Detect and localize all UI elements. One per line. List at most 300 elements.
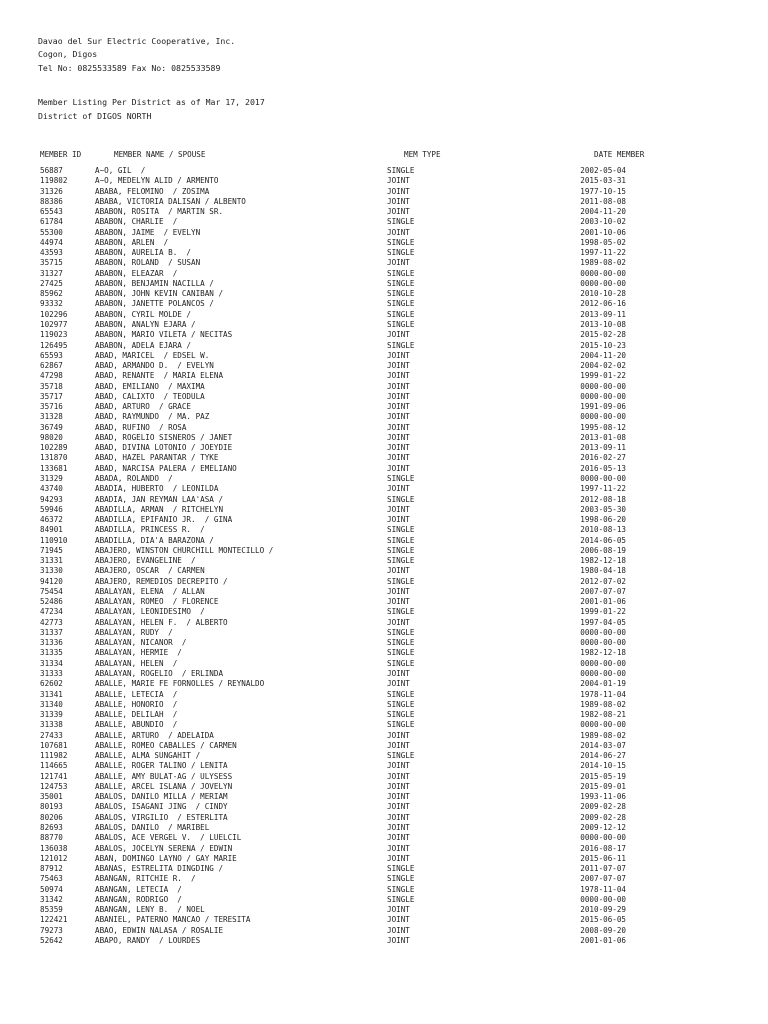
member-name: ABADILLA, ARMAN / RITCHELYN bbox=[95, 504, 224, 514]
member-date: 1977-10-15 bbox=[580, 186, 626, 196]
member-type: SINGLE bbox=[387, 556, 415, 566]
member-type: JOINT bbox=[387, 771, 410, 781]
member-type: SINGLE bbox=[387, 309, 415, 319]
member-name: ABALOS, ISAGANI JING / CINDY bbox=[95, 802, 228, 812]
member-type: SINGLE bbox=[387, 751, 415, 761]
member-date: 1989-08-02 bbox=[580, 699, 626, 709]
table-row bbox=[0, 464, 768, 474]
member-date: 2015-10-23 bbox=[580, 340, 626, 350]
table-row bbox=[0, 577, 768, 587]
member-name: ABALAYAN, ROGELIO / ERLINDA bbox=[95, 669, 224, 679]
member-type: SINGLE bbox=[387, 278, 415, 288]
member-name: ABALAYAN, ELENA / ALLAN bbox=[95, 586, 205, 596]
member-type: JOINT bbox=[387, 453, 410, 463]
member-date: 2001-01-06 bbox=[580, 597, 626, 607]
member-date: 2009-02-28 bbox=[580, 802, 626, 812]
table-row bbox=[0, 741, 768, 751]
member-type: SINGLE bbox=[387, 525, 415, 535]
member-id: 27425 bbox=[40, 278, 63, 288]
table-row bbox=[0, 484, 768, 494]
table-row bbox=[0, 474, 768, 484]
member-id: 124753 bbox=[40, 781, 68, 791]
member-type: JOINT bbox=[387, 730, 410, 740]
member-id: 31340 bbox=[40, 699, 63, 709]
member-date: 0000-00-00 bbox=[580, 278, 626, 288]
member-name: ABAD, RUFINO / ROSA bbox=[95, 422, 187, 432]
member-name: ABALAYAN, ROMEO / FLORENCE bbox=[95, 597, 219, 607]
member-date: 2015-06-11 bbox=[580, 853, 626, 863]
member-date: 0000-00-00 bbox=[580, 627, 626, 637]
member-type: JOINT bbox=[387, 330, 410, 340]
member-id: 65543 bbox=[40, 207, 63, 217]
member-id: 94293 bbox=[40, 494, 63, 504]
member-type: SINGLE bbox=[387, 864, 415, 874]
member-id: 65593 bbox=[40, 350, 63, 360]
member-type: JOINT bbox=[387, 484, 410, 494]
member-type: JOINT bbox=[387, 566, 410, 576]
member-date: 2001-10-06 bbox=[580, 227, 626, 237]
member-id: 102296 bbox=[40, 309, 68, 319]
member-date: 2010-09-29 bbox=[580, 905, 626, 915]
member-name: ABAD, NARCISA PALERA / EMELIANO bbox=[95, 463, 237, 473]
member-date: 1999-01-22 bbox=[580, 371, 626, 381]
member-name: ABAD, ARTURO / GRACE bbox=[95, 402, 192, 412]
member-name: ABALOS, VIRGILIO / ESTERLITA bbox=[95, 812, 228, 822]
table-row bbox=[0, 269, 768, 279]
member-type: SINGLE bbox=[387, 720, 415, 730]
member-date: 2011-08-08 bbox=[580, 196, 626, 206]
member-date: 2016-08-17 bbox=[580, 843, 626, 853]
member-name: ABABON, ARLEN / bbox=[95, 237, 169, 247]
member-type: SINGLE bbox=[387, 627, 415, 637]
member-name: ABAD, RAYMUNDO / MA. PAZ bbox=[95, 412, 210, 422]
table-row bbox=[0, 433, 768, 443]
member-name: ABABON, JAIME / EVELYN bbox=[95, 227, 201, 237]
member-id: 55300 bbox=[40, 227, 63, 237]
member-type: JOINT bbox=[387, 186, 410, 196]
member-date: 0000-00-00 bbox=[580, 658, 626, 668]
table-row bbox=[0, 310, 768, 320]
table-row bbox=[0, 905, 768, 915]
member-date: 1982-12-18 bbox=[580, 648, 626, 658]
member-name: ABABON, MARIO VILETA / NECITAS bbox=[95, 330, 233, 340]
member-name: ABALLE, ROMEO CABALLES / CARMEN bbox=[95, 740, 237, 750]
member-type: SINGLE bbox=[387, 473, 415, 483]
member-id: 35718 bbox=[40, 381, 63, 391]
member-date: 2010-08-13 bbox=[580, 525, 626, 535]
table-row bbox=[0, 515, 768, 525]
member-name: ABAD, DIVINA LOTONIO / JOEYDIE bbox=[95, 443, 233, 453]
member-type: SINGLE bbox=[387, 289, 415, 299]
member-name: ABAD, CALIXTO / TEODULA bbox=[95, 391, 205, 401]
member-type: JOINT bbox=[387, 823, 410, 832]
member-date: 2012-06-16 bbox=[580, 299, 626, 309]
member-date: 2012-08-18 bbox=[580, 494, 626, 504]
member-date: 2003-10-02 bbox=[580, 217, 626, 227]
table-row bbox=[0, 864, 768, 874]
column-header-mem-type: MEM TYPE bbox=[404, 150, 441, 159]
member-id: 52486 bbox=[40, 597, 63, 607]
member-type: JOINT bbox=[387, 361, 410, 371]
member-name: ABALAYAN, NICANOR / bbox=[95, 638, 187, 648]
table-row bbox=[0, 412, 768, 422]
table-row bbox=[0, 238, 768, 248]
member-date: 1978-11-04 bbox=[580, 689, 626, 699]
member-id: 43740 bbox=[40, 484, 63, 494]
member-id: 75454 bbox=[40, 586, 63, 596]
member-name: ABADILLA, EPIFANIO JR. / GINA bbox=[95, 515, 233, 525]
member-id: 119023 bbox=[40, 330, 68, 340]
member-name: ABALOS, DANILO / MARIBEL bbox=[95, 823, 210, 832]
member-id: 50974 bbox=[40, 884, 63, 894]
member-date: 0000-00-00 bbox=[580, 381, 626, 391]
member-id: 71945 bbox=[40, 545, 63, 555]
table-row bbox=[0, 628, 768, 638]
member-id: 35716 bbox=[40, 402, 63, 412]
table-row bbox=[0, 587, 768, 597]
table-row bbox=[0, 813, 768, 823]
member-name: ABABON, ADELA EJARA / bbox=[95, 340, 192, 350]
member-id: 31329 bbox=[40, 473, 63, 483]
member-name: ABALLE, AMY BULAT-AG / ULYSESS bbox=[95, 771, 233, 781]
table-row bbox=[0, 772, 768, 782]
table-row bbox=[0, 207, 768, 217]
member-type: JOINT bbox=[387, 925, 410, 935]
report-title: Member Listing Per District as of Mar 17, 2017 bbox=[38, 97, 265, 107]
member-name: A~O, MEDELYN ALID / ARMENTO bbox=[95, 176, 219, 186]
member-name: ABALAYAN, LEONIDESIMO / bbox=[95, 607, 205, 617]
member-type: SINGLE bbox=[387, 607, 415, 617]
member-date: 2015-03-31 bbox=[580, 176, 626, 186]
member-date: 2015-09-01 bbox=[580, 781, 626, 791]
member-id: 27433 bbox=[40, 730, 63, 740]
table-row bbox=[0, 844, 768, 854]
member-type: JOINT bbox=[387, 391, 410, 401]
member-date: 1989-08-02 bbox=[580, 258, 626, 268]
member-id: 80193 bbox=[40, 802, 63, 812]
member-type: SINGLE bbox=[387, 299, 415, 309]
member-name: ABANGAN, LETECIA / bbox=[95, 884, 182, 894]
table-row bbox=[0, 166, 768, 176]
member-name: ABABON, AURELIA B. / bbox=[95, 248, 192, 258]
member-date: 2015-02-28 bbox=[580, 330, 626, 340]
member-name: ABALOS, ACE VERGEL V. / LUELCIL bbox=[95, 833, 242, 843]
member-type: JOINT bbox=[387, 443, 410, 453]
member-name: ABAJERO, WINSTON CHURCHILL MONTECILLO / bbox=[95, 545, 274, 555]
member-type: JOINT bbox=[387, 679, 410, 689]
member-id: 31327 bbox=[40, 268, 63, 278]
member-id: 88386 bbox=[40, 196, 63, 206]
table-row bbox=[0, 505, 768, 515]
member-type: JOINT bbox=[387, 586, 410, 596]
member-type: JOINT bbox=[387, 843, 410, 853]
table-row bbox=[0, 874, 768, 884]
table-row bbox=[0, 176, 768, 186]
table-row bbox=[0, 731, 768, 741]
table-row bbox=[0, 197, 768, 207]
member-id: 35715 bbox=[40, 258, 63, 268]
member-date: 2014-10-15 bbox=[580, 761, 626, 771]
member-date: 1998-06-20 bbox=[580, 515, 626, 525]
member-name: ABADIA, HUBERTO / LEONILDA bbox=[95, 484, 219, 494]
member-name: ABADIA, JAN REYMAN LAA'ASA / bbox=[95, 494, 224, 504]
member-name: ABABON, ROLAND / SUSAN bbox=[95, 258, 201, 268]
table-row bbox=[0, 382, 768, 392]
member-type: SINGLE bbox=[387, 217, 415, 227]
member-name: ABAD, HAZEL PARANTAR / TYKE bbox=[95, 453, 219, 463]
member-date: 2016-02-27 bbox=[580, 453, 626, 463]
member-type: JOINT bbox=[387, 227, 410, 237]
table-row bbox=[0, 915, 768, 925]
table-row bbox=[0, 679, 768, 689]
table-row bbox=[0, 341, 768, 351]
member-name: ABAD, RENANTE / MARIA ELENA bbox=[95, 371, 224, 381]
member-type: SINGLE bbox=[387, 874, 415, 884]
member-type: JOINT bbox=[387, 781, 410, 791]
member-type: SINGLE bbox=[387, 237, 415, 247]
member-id: 102289 bbox=[40, 443, 68, 453]
member-id: 121012 bbox=[40, 853, 68, 863]
member-name: ABAJERO, EVANGELINE / bbox=[95, 556, 196, 566]
member-type: SINGLE bbox=[387, 535, 415, 545]
member-id: 31337 bbox=[40, 627, 63, 637]
member-type: JOINT bbox=[387, 432, 410, 442]
table-row bbox=[0, 279, 768, 289]
member-id: 82693 bbox=[40, 823, 63, 832]
member-date: 0000-00-00 bbox=[580, 638, 626, 648]
member-date: 1999-01-22 bbox=[580, 607, 626, 617]
table-row bbox=[0, 926, 768, 936]
member-name: ABABON, ANALYN EJARA / bbox=[95, 319, 196, 329]
table-row bbox=[0, 761, 768, 771]
member-id: 31339 bbox=[40, 710, 63, 720]
table-row bbox=[0, 546, 768, 556]
member-name: ABAO, EDWIN NALASA / ROSALIE bbox=[95, 925, 224, 935]
member-name: ABADA, ROLANDO / bbox=[95, 473, 173, 483]
member-date: 2002-05-04 bbox=[580, 166, 626, 175]
member-id: 62602 bbox=[40, 679, 63, 689]
table-row bbox=[0, 443, 768, 453]
member-type: SINGLE bbox=[387, 699, 415, 709]
table-row bbox=[0, 823, 768, 833]
member-type: SINGLE bbox=[387, 340, 415, 350]
member-name: ABANGAN, LENY B. / NOEL bbox=[95, 905, 205, 915]
member-id: 121741 bbox=[40, 771, 68, 781]
member-date: 1993-11-06 bbox=[580, 792, 626, 802]
member-type: JOINT bbox=[387, 812, 410, 822]
table-row bbox=[0, 607, 768, 617]
member-date: 2007-07-07 bbox=[580, 874, 626, 884]
member-date: 2008-09-20 bbox=[580, 925, 626, 935]
member-date: 2009-12-12 bbox=[580, 823, 626, 832]
member-id: 31328 bbox=[40, 412, 63, 422]
member-id: 136038 bbox=[40, 843, 68, 853]
member-id: 31341 bbox=[40, 689, 63, 699]
member-date: 2015-06-05 bbox=[580, 915, 626, 925]
member-date: 2013-10-08 bbox=[580, 319, 626, 329]
member-date: 1978-11-04 bbox=[580, 884, 626, 894]
table-row bbox=[0, 299, 768, 309]
column-header-member-name: MEMBER NAME / SPOUSE bbox=[114, 150, 206, 159]
member-type: JOINT bbox=[387, 597, 410, 607]
member-type: SINGLE bbox=[387, 710, 415, 720]
member-name: ABALLE, ARCEL ISLANA / JOVELYN bbox=[95, 781, 233, 791]
table-row bbox=[0, 895, 768, 905]
table-row bbox=[0, 453, 768, 463]
member-date: 2004-02-02 bbox=[580, 361, 626, 371]
member-date: 2014-06-27 bbox=[580, 751, 626, 761]
member-type: JOINT bbox=[387, 196, 410, 206]
table-row bbox=[0, 392, 768, 402]
table-row bbox=[0, 833, 768, 843]
member-name: ABALLE, LETECIA / bbox=[95, 689, 178, 699]
table-row bbox=[0, 217, 768, 227]
table-row bbox=[0, 690, 768, 700]
member-id: 31335 bbox=[40, 648, 63, 658]
table-row bbox=[0, 936, 768, 946]
member-date: 2013-09-11 bbox=[580, 443, 626, 453]
member-type: SINGLE bbox=[387, 884, 415, 894]
member-name: ABABON, JANETTE POLANCOS / bbox=[95, 299, 214, 309]
table-row bbox=[0, 495, 768, 505]
table-row bbox=[0, 854, 768, 864]
member-id: 31326 bbox=[40, 186, 63, 196]
member-id: 62867 bbox=[40, 361, 63, 371]
member-id: 79273 bbox=[40, 925, 63, 935]
table-row bbox=[0, 330, 768, 340]
member-type: JOINT bbox=[387, 617, 410, 627]
member-date: 2015-05-19 bbox=[580, 771, 626, 781]
member-type: SINGLE bbox=[387, 319, 415, 329]
member-id: 131870 bbox=[40, 453, 68, 463]
member-type: SINGLE bbox=[387, 248, 415, 258]
member-name: ABALLE, ROGER TALINO / LENITA bbox=[95, 761, 228, 771]
member-date: 0000-00-00 bbox=[580, 412, 626, 422]
member-type: JOINT bbox=[387, 412, 410, 422]
member-type: JOINT bbox=[387, 402, 410, 412]
member-id: 119802 bbox=[40, 176, 68, 186]
member-id: 31338 bbox=[40, 720, 63, 730]
member-name: ABANGAN, RITCHIE R. / bbox=[95, 874, 196, 884]
member-type: JOINT bbox=[387, 761, 410, 771]
member-date: 2012-07-02 bbox=[580, 576, 626, 586]
member-name: ABAD, ROGELIO SISNEROS / JANET bbox=[95, 432, 233, 442]
member-date: 2006-08-19 bbox=[580, 545, 626, 555]
member-type: SINGLE bbox=[387, 658, 415, 668]
member-date: 1982-08-21 bbox=[580, 710, 626, 720]
member-date: 1995-08-12 bbox=[580, 422, 626, 432]
member-id: 31331 bbox=[40, 556, 63, 566]
member-date: 1997-11-22 bbox=[580, 248, 626, 258]
member-type: SINGLE bbox=[387, 576, 415, 586]
table-row bbox=[0, 597, 768, 607]
member-id: 107681 bbox=[40, 740, 68, 750]
member-type: JOINT bbox=[387, 176, 410, 186]
table-row bbox=[0, 525, 768, 535]
member-id: 85359 bbox=[40, 905, 63, 915]
member-name: ABANAS, ESTRELITA DINGDING / bbox=[95, 864, 224, 874]
member-name: ABALAYAN, HELEN F. / ALBERTO bbox=[95, 617, 228, 627]
member-id: 43593 bbox=[40, 248, 63, 258]
member-id: 98020 bbox=[40, 432, 63, 442]
member-name: ABABON, JOHN KEVIN CANIBAN / bbox=[95, 289, 224, 299]
member-type: SINGLE bbox=[387, 648, 415, 658]
company-contact: Tel No: 0825533589 Fax No: 0825533589 bbox=[38, 63, 221, 73]
member-type: JOINT bbox=[387, 915, 410, 925]
member-date: 2013-01-08 bbox=[580, 432, 626, 442]
member-id: 80206 bbox=[40, 812, 63, 822]
member-date: 0000-00-00 bbox=[580, 720, 626, 730]
member-name: ABAPO, RANDY / LOURDES bbox=[95, 935, 201, 945]
member-name: ABALAYAN, HELEN / bbox=[95, 658, 178, 668]
company-name: Davao del Sur Electric Cooperative, Inc. bbox=[38, 36, 236, 46]
member-id: 35717 bbox=[40, 391, 63, 401]
member-name: ABABON, ROSITA / MARTIN SR. bbox=[95, 207, 224, 217]
member-id: 94120 bbox=[40, 576, 63, 586]
member-type: JOINT bbox=[387, 371, 410, 381]
member-date: 0000-00-00 bbox=[580, 473, 626, 483]
member-date: 2011-07-07 bbox=[580, 864, 626, 874]
member-id: 31342 bbox=[40, 894, 63, 904]
member-type: JOINT bbox=[387, 853, 410, 863]
member-date: 1991-09-06 bbox=[580, 402, 626, 412]
member-id: 111982 bbox=[40, 751, 68, 761]
member-type: JOINT bbox=[387, 207, 410, 217]
member-type: SINGLE bbox=[387, 268, 415, 278]
member-id: 31336 bbox=[40, 638, 63, 648]
member-id: 42773 bbox=[40, 617, 63, 627]
member-name: ABAD, EMILIANO / MAXIMA bbox=[95, 381, 205, 391]
member-id: 31330 bbox=[40, 566, 63, 576]
member-type: JOINT bbox=[387, 381, 410, 391]
member-type: JOINT bbox=[387, 515, 410, 525]
member-date: 1989-08-02 bbox=[580, 730, 626, 740]
member-id: 75463 bbox=[40, 874, 63, 884]
member-date: 1997-11-22 bbox=[580, 484, 626, 494]
table-row bbox=[0, 320, 768, 330]
member-date: 1997-04-05 bbox=[580, 617, 626, 627]
member-name: ABADILLA, PRINCESS R. / bbox=[95, 525, 205, 535]
member-type: SINGLE bbox=[387, 166, 415, 175]
member-id: 31334 bbox=[40, 658, 63, 668]
member-type: JOINT bbox=[387, 504, 410, 514]
member-name: ABADILLA, DIA'A BARAZONA / bbox=[95, 535, 214, 545]
member-type: SINGLE bbox=[387, 689, 415, 699]
member-type: JOINT bbox=[387, 905, 410, 915]
member-id: 88770 bbox=[40, 833, 63, 843]
table-row bbox=[0, 248, 768, 258]
table-row bbox=[0, 638, 768, 648]
table-row bbox=[0, 423, 768, 433]
table-row bbox=[0, 371, 768, 381]
member-date: 2003-05-30 bbox=[580, 504, 626, 514]
member-type: JOINT bbox=[387, 463, 410, 473]
member-type: JOINT bbox=[387, 792, 410, 802]
member-name: ABANGAN, RODRIGO / bbox=[95, 894, 182, 904]
member-id: 31333 bbox=[40, 669, 63, 679]
member-id: 85962 bbox=[40, 289, 63, 299]
column-header-date-member: DATE MEMBER bbox=[594, 150, 645, 159]
table-row bbox=[0, 289, 768, 299]
table-row bbox=[0, 802, 768, 812]
table-row bbox=[0, 659, 768, 669]
table-row bbox=[0, 556, 768, 566]
member-id: 56887 bbox=[40, 166, 63, 175]
member-id: 61784 bbox=[40, 217, 63, 227]
member-date: 2014-03-07 bbox=[580, 740, 626, 750]
member-name: ABABON, CHARLIE / bbox=[95, 217, 178, 227]
member-date: 2001-01-06 bbox=[580, 935, 626, 945]
